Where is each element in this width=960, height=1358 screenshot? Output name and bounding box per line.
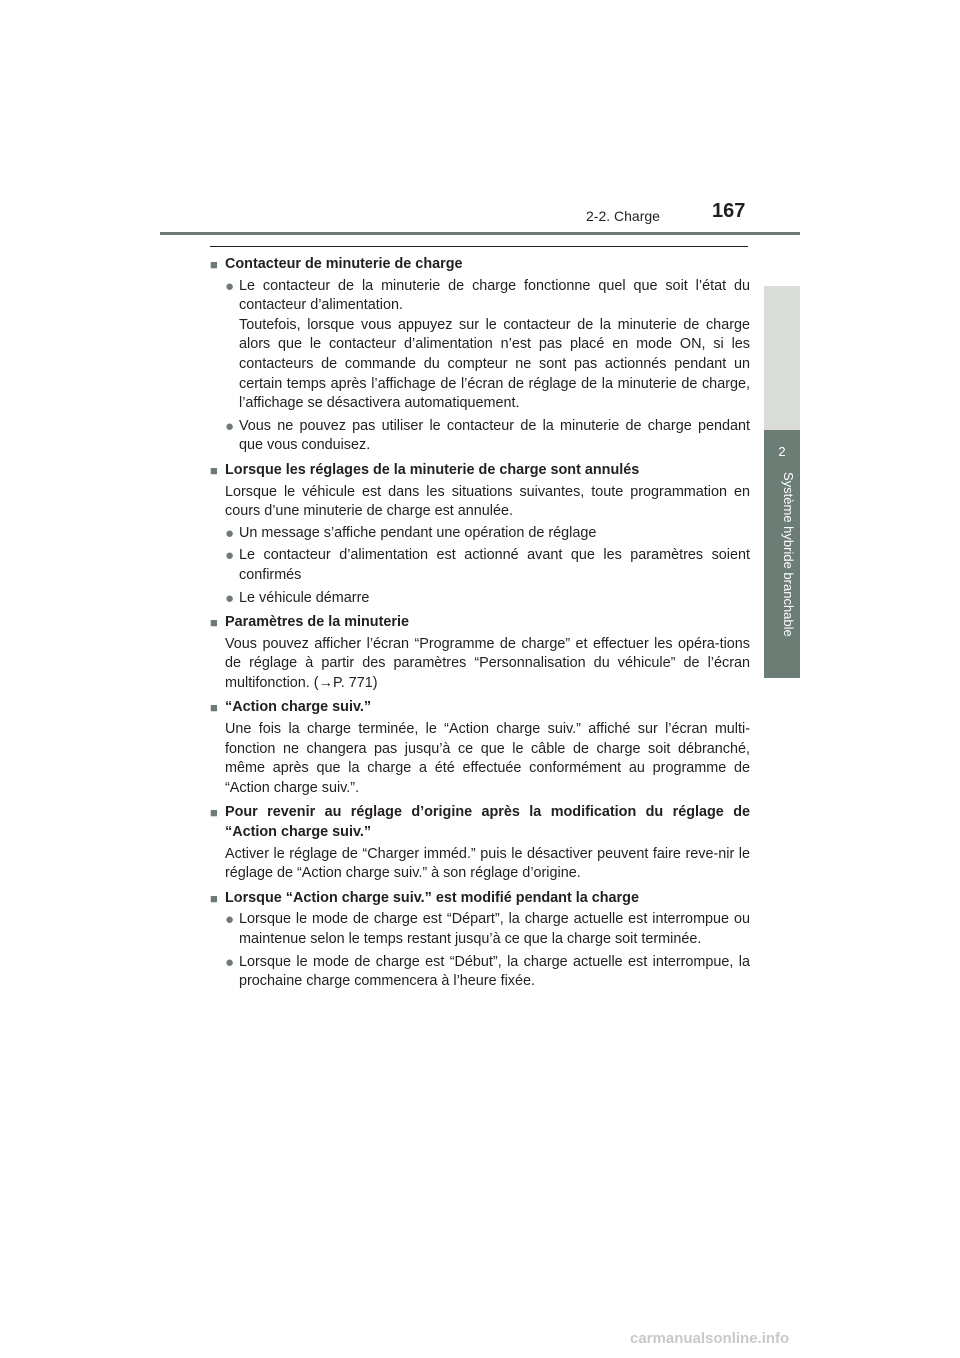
list-item-paragraph: Le véhicule démarre — [239, 589, 370, 606]
list-item — [210, 589, 750, 609]
circle-bullet-icon: ● — [225, 953, 235, 971]
square-bullet-icon: ■ — [210, 805, 218, 821]
section-heading — [210, 613, 750, 633]
section-heading — [210, 889, 750, 909]
list-item — [210, 524, 750, 544]
section-heading-text: Lorsque “Action charge suiv.” est modifié pendant la charge — [225, 889, 639, 906]
header-rule — [160, 232, 800, 235]
square-bullet-icon: ■ — [210, 890, 218, 906]
list-item — [210, 953, 750, 992]
page-number: 167 — [712, 200, 746, 222]
section — [210, 613, 750, 693]
list-item-paragraph: Vous ne pouvez pas utiliser le contacteur de la minuterie de charge pendant que vous conduisez. — [239, 417, 750, 454]
page-content — [210, 255, 750, 997]
section — [210, 461, 750, 608]
section-heading-text: Pour revenir au réglage d’origine après la modification du réglage de “Action charge suiv.” — [225, 804, 750, 841]
list-item-text — [239, 524, 750, 544]
circle-bullet-icon: ● — [225, 547, 235, 565]
section — [210, 255, 750, 456]
list-item-text — [239, 953, 750, 992]
list-item — [210, 277, 750, 414]
circle-bullet-icon: ● — [225, 417, 235, 435]
list-item-paragraph: Le contacteur de la minuterie de charge fonctionne quel que soit l’état du contacteur d’alimentation. — [239, 277, 750, 314]
section-heading — [210, 698, 750, 718]
content-rule — [210, 246, 748, 247]
section — [210, 803, 750, 883]
list-item-text — [239, 417, 750, 456]
section-heading — [210, 461, 750, 481]
chapter-side-tab — [764, 430, 800, 678]
list-item-text — [239, 277, 750, 414]
chapter-title: Système hybride branchable — [781, 472, 796, 637]
section — [210, 698, 750, 798]
list-item-paragraph: Lorsque le mode de charge est “Départ”, la charge actuelle est interrompue ou maintenue selon le temps restant jusqu’à ce que la charge soit terminée. — [239, 911, 750, 947]
section-heading-text: Paramètres de la minuterie — [225, 614, 409, 631]
section-paragraph: Lorsque le véhicule est dans les situations suivantes, toute programmation en cours d’une minuterie de charge est annulée. — [225, 483, 750, 520]
section-heading-text: Lorsque les réglages de la minuterie de charge sont annulés — [225, 461, 640, 478]
section-heading — [210, 255, 750, 275]
chapter-number: 2 — [778, 444, 786, 459]
square-bullet-icon: ■ — [210, 257, 218, 272]
list-item — [210, 417, 750, 456]
list-item-text — [239, 546, 750, 585]
square-bullet-icon: ■ — [210, 462, 218, 478]
circle-bullet-icon: ● — [225, 524, 235, 542]
list-item-paragraph: Lorsque le mode de charge est “Début”, la charge actuelle est interrompue, la prochaine charge commencera à l’heure fixée. — [239, 953, 750, 990]
side-tab-inactive — [764, 286, 800, 430]
circle-bullet-icon: ● — [225, 911, 235, 929]
list-item-paragraph: Le contacteur d’alimentation est actionné avant que les paramètres soient confirmés — [239, 547, 750, 583]
list-item-text — [239, 589, 750, 609]
list-item-text — [239, 910, 750, 949]
section-paragraph: Une fois la charge terminée, le “Action charge suiv.” affiché sur l’écran multi-fonction ne changera pas jusqu’à ce que le câble de charge soit débranché, même après que la charge a été effectuée conformément au programme de “Action charge suiv.”. — [225, 721, 750, 796]
square-bullet-icon: ■ — [210, 615, 218, 631]
square-bullet-icon: ■ — [210, 700, 218, 716]
list-item — [210, 910, 750, 949]
section-heading-text: “Action charge suiv.” — [225, 699, 372, 716]
section-paragraph: Vous pouvez afficher l’écran “Programme de charge” et effectuer les opéra-tions de réglage à partir des paramètres “Personnalisation du véhicule” de l’écran multifonction. (→P. 771) — [225, 635, 750, 691]
list-item-paragraph: Un message s’affiche pendant une opération de réglage — [239, 524, 597, 541]
section-paragraph: Activer le réglage de “Charger imméd.” puis le désactiver peuvent faire reve-nir le réglage de “Action charge suiv.” à son réglage d’origine. — [225, 845, 750, 882]
circle-bullet-icon: ● — [225, 277, 235, 295]
header-section-title: 2-2. Charge — [586, 208, 660, 224]
section — [210, 889, 750, 992]
watermark: carmanualsonline.info — [630, 1330, 790, 1347]
list-item — [210, 546, 750, 585]
section-heading — [210, 803, 750, 842]
circle-bullet-icon: ● — [225, 589, 235, 607]
list-item-paragraph: Toutefois, lorsque vous appuyez sur le contacteur de la minuterie de charge alors que le contacteur d’alimentation n’est pas placé en mode ON, si les contacteurs de commande du compteur ne sont pas actionnés pendant un certain temps après l’affichage de l’écran de réglage de la minuterie de charge, l’affichage se désactivera automatiquement. — [239, 316, 750, 412]
section-heading-text: Contacteur de minuterie de charge — [225, 256, 463, 272]
